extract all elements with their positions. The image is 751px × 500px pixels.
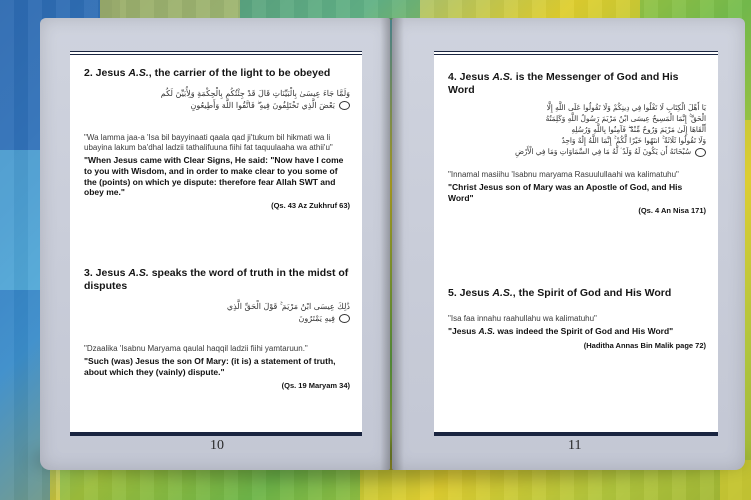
right-footer-rule (434, 432, 718, 436)
arabic-line: أَلْقَاهَا إِلَىٰ مَرْيَمَ وَرُوحٌ مِّنْهُ ۖ فَآمِنُوا بِاللَّهِ وَرُسُلِهِ (571, 125, 706, 135)
heading-as: A.S. (128, 267, 149, 279)
arabic-line: وَلَا تَقُولُوا ثَلَاثَةٌ ۚ انتَهُوا خَيْرًا لَّكُمْ ۚ إِنَّمَا اللَّهُ إِلَٰهٌ وَاحِدٌ (561, 136, 706, 146)
section-4 (448, 71, 706, 215)
arabic-line: بَعْضَ الَّذِي تَخْتَلِفُونَ فِيهِ ۖ فَاتَّقُوا اللَّهَ وَأَطِيعُونِ (190, 100, 335, 110)
section-4-heading (448, 71, 706, 97)
heading-as: A.S. (492, 71, 513, 83)
section-5 (448, 287, 706, 350)
arabic-line: ذَٰلِكَ عِيسَى ابْنُ مَرْيَمَ ۚ قَوْلَ الْحَقِّ الَّذِي (226, 302, 350, 312)
translation-text: was indeed the Spirit of God and His Word" (495, 326, 674, 337)
heading-text: speaks the word of truth in the midst of disputes (84, 267, 349, 293)
section-4-reference: (Qs. 4 An Nisa 171) (638, 206, 706, 216)
section-5-transliteration: "Isa faa innahu raahullahu wa kalimatuhu" (448, 314, 597, 324)
section-2-transliteration: "Wa lamma jaa-a 'Isa bil bayyinaati qaala qad ji'tukum bil hikmati wa li ubayina lakum ba'dhal ladzii tathalifuuna fiihi fat taquulaaha wa athii'u" (84, 133, 333, 153)
arabic-line: يَا أَهْلَ الْكِتَابِ لَا تَغْلُوا فِي دِينِكُمْ وَلَا تَقُولُوا عَلَى اللَّهِ إِلَّا (546, 103, 706, 113)
heading-text: is the Messenger of God and His Word (448, 71, 679, 97)
right-page-number: 11 (568, 438, 582, 453)
arabic-line: الْحَقَّ ۚ إِنَّمَا الْمَسِيحُ عِيسَى ابْنُ مَرْيَمَ رَسُولُ اللَّهِ وَكَلِمَتُهُ (545, 114, 706, 124)
heading-as: A.S. (492, 287, 513, 299)
section-4-transliteration: "Innamal masiihu 'Isabnu maryama Rasuulullaahi wa kalimatuhu" (448, 169, 679, 179)
verse-end-marker-icon (339, 314, 350, 323)
open-booklet (40, 18, 745, 470)
heading-text: 2. Jesus (84, 67, 129, 79)
heading-text: 5. Jesus (448, 287, 493, 299)
section-4-arabic (448, 103, 706, 158)
section-2 (84, 67, 350, 210)
section-3-reference: (Qs. 19 Maryam 34) (281, 380, 350, 390)
section-5-reference: (Haditha Annas Bin Malik page 72) (583, 340, 706, 350)
cloth-tile-green (240, 0, 420, 20)
section-2-arabic (84, 88, 350, 111)
arabic-line: وَلَمَّا جَاءَ عِيسَىٰ بِالْبَيِّنَاتِ قَالَ قَدْ جِئْتُكُم بِالْحِكْمَةِ وَلِأُبَيِّنَ لَكُم (160, 89, 350, 99)
heading-text: , the carrier of the light to be obeyed (148, 67, 331, 79)
translation-text: "Jesus (448, 326, 479, 337)
verse-end-marker-icon (695, 148, 706, 157)
arabic-line: فِيهِ يَمْتَرُونَ (298, 313, 335, 323)
section-2-translation: "When Jesus came with Clear Signs, He said: "Now have I come to you with Wisdom, and in order to make clear to you some of the (points) on which ye dispute: therefore fear Allah SWT and obey me." (84, 155, 344, 198)
cloth-tile-yellow (420, 0, 640, 20)
section-3-transliteration: "Dzaalika 'Isabnu Maryama qaulal haqqil ladzii fiihi yamtaruun." (84, 344, 308, 354)
right-page-text-area (434, 51, 718, 435)
section-3-heading (84, 267, 350, 293)
left-page-text-area (70, 51, 362, 435)
verse-end-marker-icon (339, 101, 350, 110)
section-2-reference: (Qs. 43 Az Zukhruf 63) (271, 200, 350, 210)
book-gutter (380, 18, 404, 470)
section-2-heading (84, 67, 350, 80)
cloth-tile-yellow (100, 0, 240, 20)
heading-text: 3. Jesus (84, 267, 129, 279)
heading-text: 4. Jesus (448, 71, 493, 83)
section-5-heading (448, 287, 706, 300)
left-footer-rule (70, 432, 362, 436)
arabic-line: سُبْحَانَهُ أَن يَكُونَ لَهُ وَلَدٌ ۘ لَّهُ مَا فِي السَّمَاوَاتِ وَمَا فِي الْأَرْضِ (514, 147, 691, 156)
section-4-translation: "Christ Jesus son of Mary was an Apostle of God, and His Word" (448, 181, 683, 203)
heading-as: A.S. (128, 67, 149, 79)
section-3-translation: "Such (was) Jesus the son Of Mary: (it is) a statement of truth, about which they (vainly) dispute." (84, 356, 336, 378)
section-5-translation (448, 326, 706, 337)
heading-text: , the Spirit of God and His Word (512, 287, 672, 299)
section-3 (84, 267, 350, 390)
translation-as: A.S. (478, 326, 496, 337)
left-page-number: 10 (210, 438, 224, 453)
section-3-arabic (84, 301, 350, 324)
